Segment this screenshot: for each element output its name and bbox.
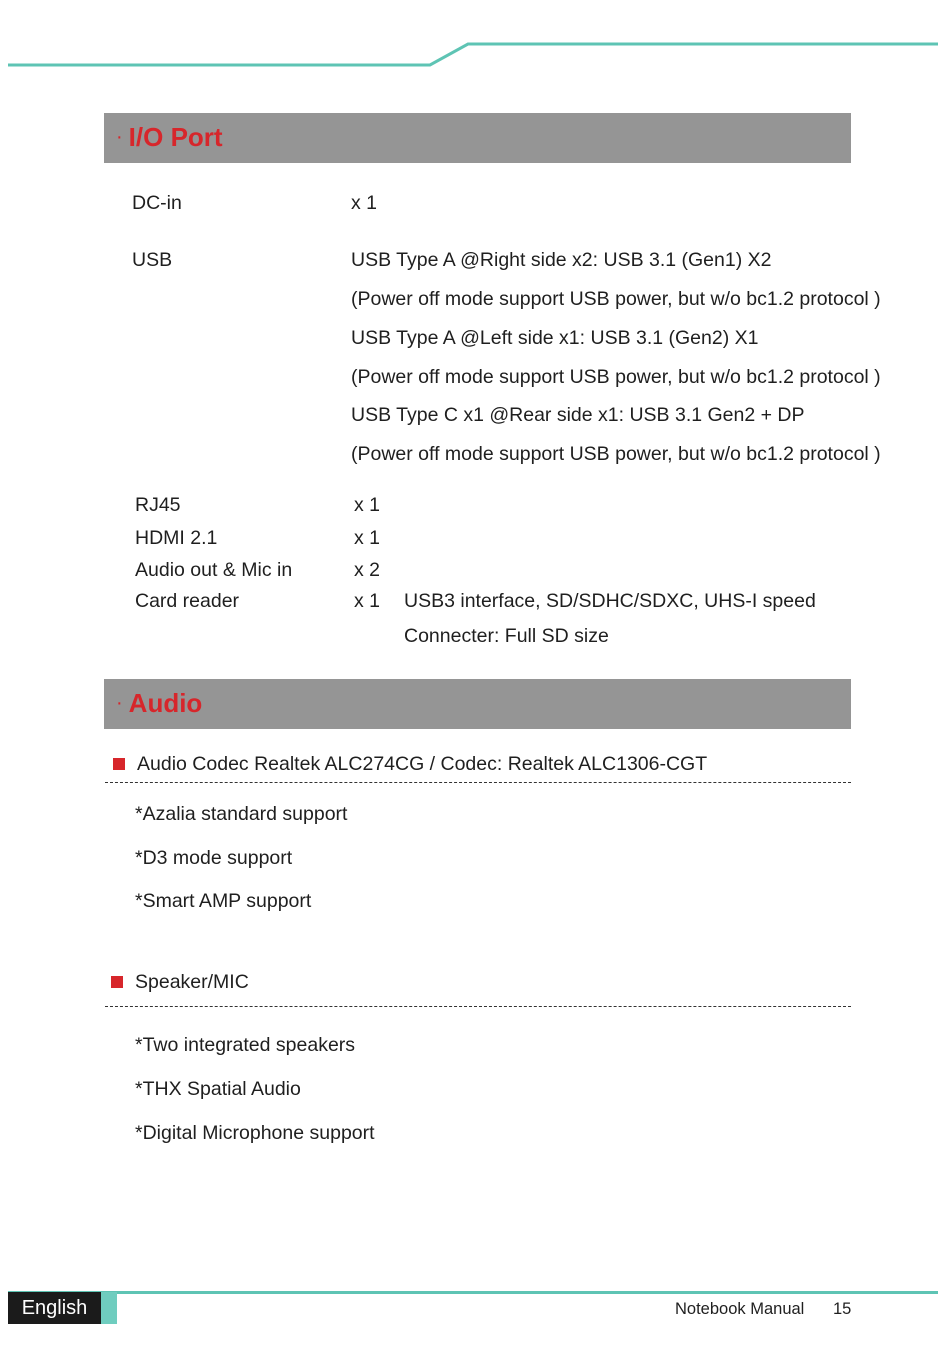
- dashed-divider: [105, 1006, 851, 1007]
- usb-line: USB Type A @Right side x2: USB 3.1 (Gen1) X2: [351, 249, 772, 271]
- page-number: 15: [833, 1300, 852, 1318]
- io-port-section-header: [104, 113, 851, 163]
- usb-line: USB Type A @Left side x1: USB 3.1 (Gen2) X1: [351, 327, 759, 349]
- footer-rule: [8, 1291, 938, 1294]
- card-reader-detail: Connecter: Full SD size: [404, 625, 609, 647]
- dc-in-value: x 1: [351, 192, 378, 214]
- card-reader-label: Card reader: [135, 590, 240, 612]
- audio-title: · Audio: [116, 688, 203, 718]
- usb-line: (Power off mode support USB power, but w/o bc1.2 protocol ): [351, 366, 881, 388]
- rj45-value: x 1: [354, 494, 381, 516]
- list-item: *D3 mode support: [135, 847, 293, 869]
- hdmi-value: x 1: [354, 527, 381, 549]
- language-accent: [101, 1292, 117, 1324]
- audio-jack-label: Audio out & Mic in: [135, 559, 293, 581]
- list-item: *THX Spatial Audio: [135, 1078, 301, 1100]
- list-item: *Azalia standard support: [135, 803, 348, 825]
- bullet-square-icon: [113, 758, 125, 770]
- dashed-divider: [105, 782, 851, 783]
- bullet-square-icon: [111, 976, 123, 988]
- usb-line: (Power off mode support USB power, but w/o bc1.2 protocol ): [351, 288, 881, 310]
- audio-codec-heading: Audio Codec Realtek ALC274CG / Codec: Realtek ALC1306-CGT: [137, 753, 708, 775]
- audio-section-header: [104, 679, 851, 729]
- hdmi-label: HDMI 2.1: [135, 527, 218, 549]
- rj45-label: RJ45: [135, 494, 181, 516]
- usb-label: USB: [132, 249, 173, 271]
- usb-line: (Power off mode support USB power, but w/o bc1.2 protocol ): [351, 443, 881, 465]
- usb-line: USB Type C x1 @Rear side x1: USB 3.1 Gen2 + DP: [351, 404, 805, 426]
- card-reader-detail: USB3 interface, SD/SDHC/SDXC, UHS-I speed: [404, 590, 816, 612]
- io-port-title: · I/O Port: [116, 122, 223, 152]
- list-item: *Digital Microphone support: [135, 1122, 375, 1144]
- header-decoration: [0, 0, 950, 80]
- dc-in-label: DC-in: [132, 192, 182, 214]
- manual-title: Notebook Manual: [675, 1300, 805, 1318]
- language-label: English: [8, 1292, 101, 1324]
- list-item: *Two integrated speakers: [135, 1034, 356, 1056]
- card-reader-value: x 1: [354, 590, 381, 612]
- speaker-mic-heading: Speaker/MIC: [135, 971, 249, 993]
- audio-jack-value: x 2: [354, 559, 381, 581]
- list-item: *Smart AMP support: [135, 890, 312, 912]
